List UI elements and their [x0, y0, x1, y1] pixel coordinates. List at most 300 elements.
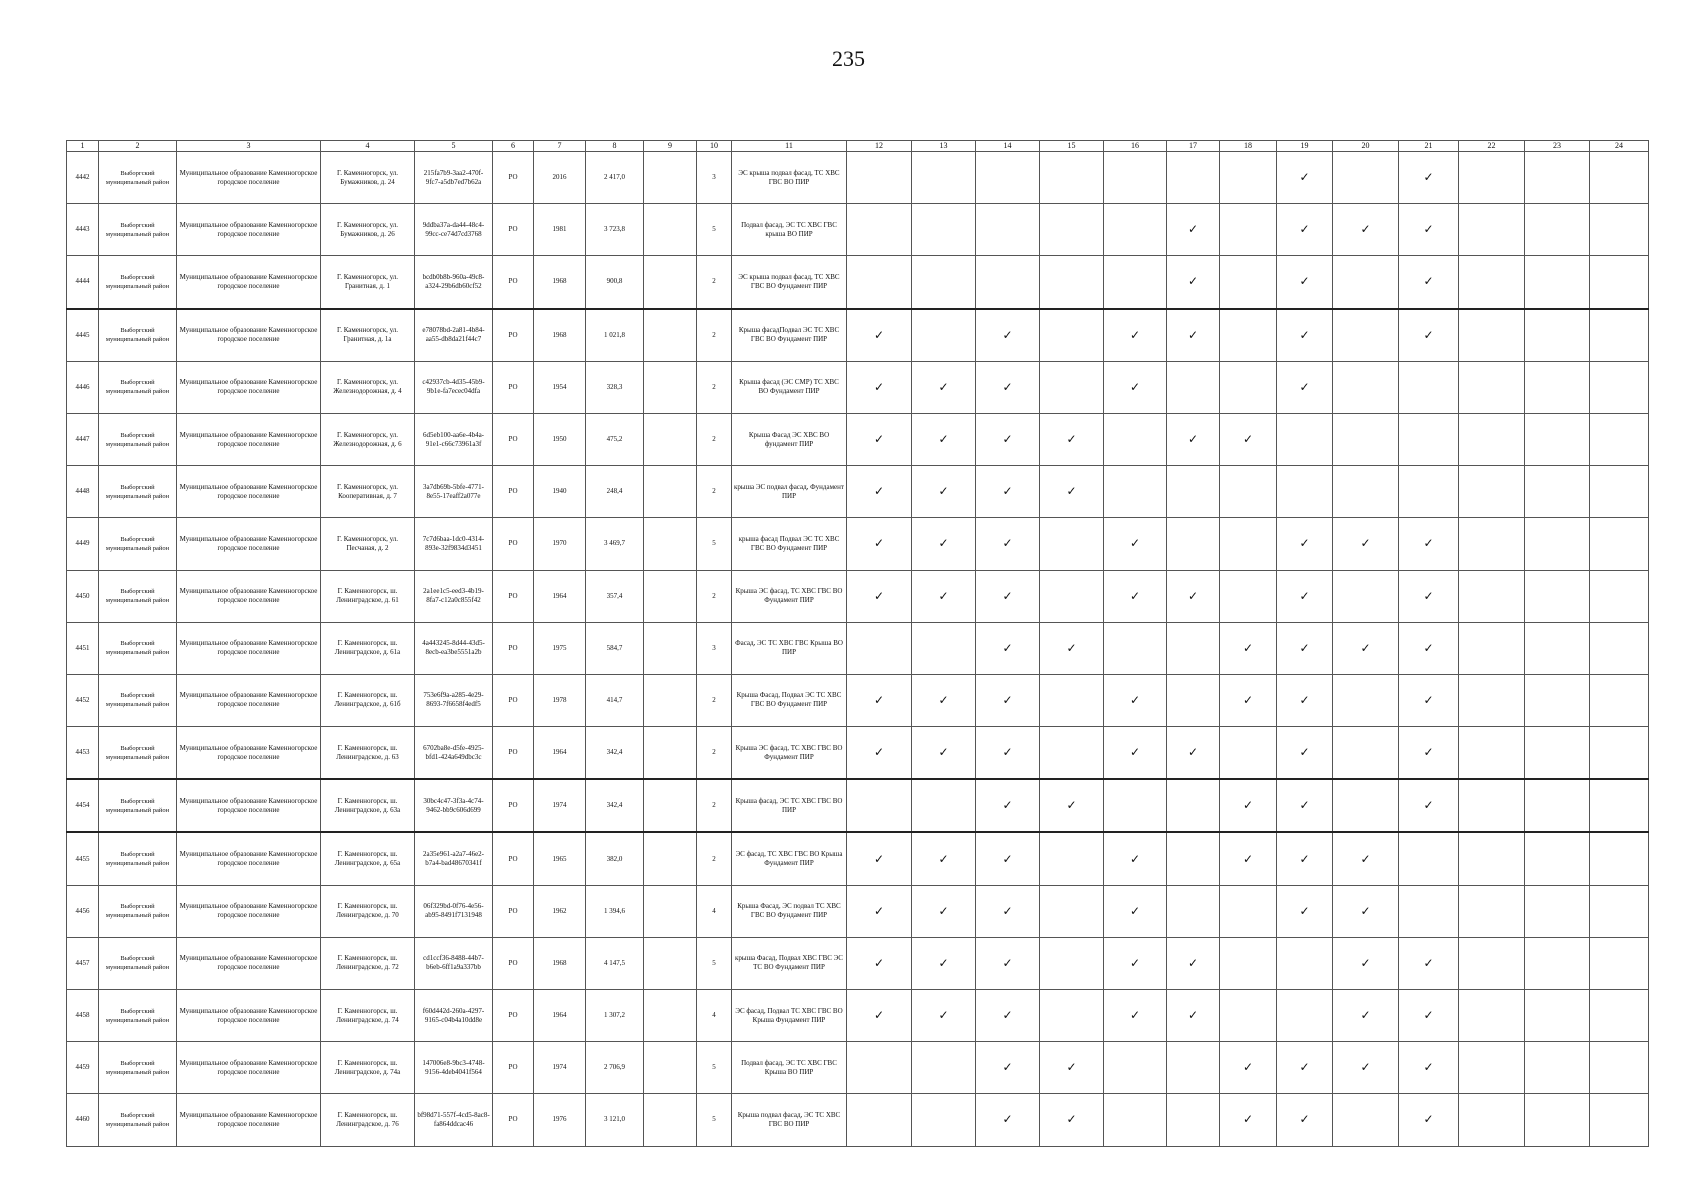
check-mark-icon: ✓: [1333, 204, 1399, 256]
cell-building-code: 2a1ee1c5-eed3-4b19-8fa7-c12a0c855f42: [415, 570, 493, 622]
cell-ownership-type: РО: [493, 1042, 534, 1094]
cell-col-16: [1104, 779, 1167, 832]
check-mark-icon: ✓: [976, 674, 1040, 726]
cell-col-23: [1525, 1042, 1590, 1094]
cell-ownership-type: РО: [493, 779, 534, 832]
cell-col-23: [1525, 727, 1590, 780]
check-mark-icon: ✓: [1399, 937, 1459, 989]
cell-ownership-type: РО: [493, 885, 534, 937]
cell-col-18: [1220, 309, 1277, 362]
check-mark-icon: ✓: [1399, 990, 1459, 1042]
cell-address: Г. Каменногорск, ул. Кооперативная, д. 7: [321, 466, 415, 518]
cell-floors: 2: [697, 674, 732, 726]
cell-ownership-type: РО: [493, 256, 534, 309]
cell-ownership-type: РО: [493, 152, 534, 204]
cell-col-24: [1590, 413, 1649, 465]
cell-col-15: [1040, 885, 1104, 937]
column-number-7: 7: [534, 141, 586, 152]
cell-district: Выборгский муниципальный район: [99, 832, 177, 885]
cell-ownership-type: РО: [493, 570, 534, 622]
cell-ownership-type: РО: [493, 727, 534, 780]
cell-empty-col-9: [644, 937, 697, 989]
cell-district: Выборгский муниципальный район: [99, 309, 177, 362]
cell-municipality: Муниципальное образование Каменногорское городское поселение: [177, 1042, 321, 1094]
check-mark-icon: ✓: [1104, 832, 1167, 885]
cell-col-22: [1459, 1094, 1525, 1146]
cell-col-15: [1040, 204, 1104, 256]
check-mark-icon: ✓: [847, 361, 912, 413]
check-mark-icon: ✓: [912, 990, 976, 1042]
table-row: [67, 885, 1649, 937]
check-mark-icon: ✓: [912, 885, 976, 937]
column-number-22: 22: [1459, 141, 1525, 152]
cell-floors: 3: [697, 152, 732, 204]
cell-ownership-type: РО: [493, 937, 534, 989]
cell-col-22: [1459, 622, 1525, 674]
cell-floors: 4: [697, 990, 732, 1042]
cell-building-code: 2a35e961-a2a7-46e2-b7a4-bad48670341f: [415, 832, 493, 885]
cell-floors: 5: [697, 1094, 732, 1146]
cell-col-18: [1220, 727, 1277, 780]
cell-col-15: [1040, 937, 1104, 989]
check-mark-icon: ✓: [1167, 727, 1220, 780]
cell-col-15: [1040, 990, 1104, 1042]
check-mark-icon: ✓: [1220, 674, 1277, 726]
cell-col-22: [1459, 779, 1525, 832]
check-mark-icon: ✓: [976, 518, 1040, 570]
cell-building-code: 6702ba8e-d5fe-4925-bfd1-424a649dbc3c: [415, 727, 493, 780]
cell-build-year: 1964: [534, 990, 586, 1042]
cell-col-15: [1040, 256, 1104, 309]
cell-address: Г. Каменногорск, ш. Ленинградское, д. 72: [321, 937, 415, 989]
cell-address: Г. Каменногорск, ул. Гранитная, д. 1: [321, 256, 415, 309]
cell-col-17: [1167, 518, 1220, 570]
check-mark-icon: ✓: [976, 570, 1040, 622]
cell-col-20: [1333, 309, 1399, 362]
table-row: [67, 727, 1649, 780]
cell-works-list: Крыша Фасад, Подвал ЭС ТС ХВС ГВС ВО Фундамент ПИР: [732, 674, 847, 726]
cell-building-code: 4a443245-8d44-43d5-8ecb-ea3be5551a2b: [415, 622, 493, 674]
cell-col-21: [1399, 885, 1459, 937]
check-mark-icon: ✓: [1277, 885, 1333, 937]
cell-col-23: [1525, 832, 1590, 885]
cell-col-15: [1040, 727, 1104, 780]
check-mark-icon: ✓: [1399, 204, 1459, 256]
cell-municipality: Муниципальное образование Каменногорское городское поселение: [177, 674, 321, 726]
cell-col-12: [847, 1042, 912, 1094]
cell-build-year: 1976: [534, 1094, 586, 1146]
cell-municipality: Муниципальное образование Каменногорское городское поселение: [177, 990, 321, 1042]
cell-col-22: [1459, 832, 1525, 885]
cell-building-code: 753e6f9a-a285-4e29-8693-7f6658f4edf5: [415, 674, 493, 726]
cell-build-year: 1962: [534, 885, 586, 937]
cell-empty-col-9: [644, 204, 697, 256]
cell-col-24: [1590, 937, 1649, 989]
cell-row-number: 4459: [67, 1042, 99, 1094]
cell-area: 414,7: [586, 674, 644, 726]
cell-col-22: [1459, 518, 1525, 570]
cell-area: 1 021,8: [586, 309, 644, 362]
check-mark-icon: ✓: [976, 309, 1040, 362]
check-mark-icon: ✓: [847, 309, 912, 362]
cell-floors: 2: [697, 779, 732, 832]
cell-col-12: [847, 204, 912, 256]
check-mark-icon: ✓: [1220, 832, 1277, 885]
check-mark-icon: ✓: [1277, 152, 1333, 204]
cell-build-year: 2016: [534, 152, 586, 204]
cell-area: 342,4: [586, 727, 644, 780]
cell-municipality: Муниципальное образование Каменногорское городское поселение: [177, 832, 321, 885]
cell-col-22: [1459, 256, 1525, 309]
check-mark-icon: ✓: [1220, 1094, 1277, 1146]
cell-district: Выборгский муниципальный район: [99, 152, 177, 204]
check-mark-icon: ✓: [1399, 674, 1459, 726]
check-mark-icon: ✓: [976, 937, 1040, 989]
cell-works-list: Крыша Фасад, ЭС подвал ТС ХВС ГВС ВО Фундамент ПИР: [732, 885, 847, 937]
check-mark-icon: ✓: [1220, 413, 1277, 465]
cell-empty-col-9: [644, 309, 697, 362]
cell-col-24: [1590, 727, 1649, 780]
cell-area: 342,4: [586, 779, 644, 832]
cell-area: 3 723,8: [586, 204, 644, 256]
cell-col-23: [1525, 622, 1590, 674]
cell-col-22: [1459, 674, 1525, 726]
cell-address: Г. Каменногорск, ул. Бумажников, д. 26: [321, 204, 415, 256]
table-row: [67, 832, 1649, 885]
cell-municipality: Муниципальное образование Каменногорское городское поселение: [177, 256, 321, 309]
cell-col-17: [1167, 466, 1220, 518]
cell-col-16: [1104, 466, 1167, 518]
cell-building-code: e78078bd-2a81-4b84-aa55-db8da21f44c7: [415, 309, 493, 362]
cell-col-12: [847, 779, 912, 832]
cell-address: Г. Каменногорск, ш. Ленинградское, д. 65а: [321, 832, 415, 885]
column-number-10: 10: [697, 141, 732, 152]
cell-col-23: [1525, 518, 1590, 570]
cell-col-20: [1333, 570, 1399, 622]
cell-empty-col-9: [644, 990, 697, 1042]
cell-col-24: [1590, 1094, 1649, 1146]
check-mark-icon: ✓: [1277, 622, 1333, 674]
cell-col-22: [1459, 413, 1525, 465]
check-mark-icon: ✓: [1277, 256, 1333, 309]
cell-address: Г. Каменногорск, ул. Песчаная, д. 2: [321, 518, 415, 570]
cell-col-12: [847, 622, 912, 674]
check-mark-icon: ✓: [976, 361, 1040, 413]
cell-address: Г. Каменногорск, ш. Ленинградское, д. 61б: [321, 674, 415, 726]
cell-col-20: [1333, 674, 1399, 726]
column-number-1: 1: [67, 141, 99, 152]
cell-col-15: [1040, 832, 1104, 885]
cell-address: Г. Каменногорск, ш. Ленинградское, д. 76: [321, 1094, 415, 1146]
cell-ownership-type: РО: [493, 309, 534, 362]
cell-col-22: [1459, 990, 1525, 1042]
check-mark-icon: ✓: [1104, 727, 1167, 780]
cell-col-21: [1399, 832, 1459, 885]
column-number-row: [67, 141, 1649, 152]
check-mark-icon: ✓: [1399, 1094, 1459, 1146]
check-mark-icon: ✓: [1399, 727, 1459, 780]
cell-row-number: 4454: [67, 779, 99, 832]
cell-col-16: [1104, 152, 1167, 204]
cell-col-14: [976, 204, 1040, 256]
cell-empty-col-9: [644, 570, 697, 622]
check-mark-icon: ✓: [912, 937, 976, 989]
table-row: [67, 622, 1649, 674]
cell-col-16: [1104, 256, 1167, 309]
column-number-17: 17: [1167, 141, 1220, 152]
cell-col-17: [1167, 1094, 1220, 1146]
check-mark-icon: ✓: [1040, 413, 1104, 465]
cell-municipality: Муниципальное образование Каменногорское городское поселение: [177, 518, 321, 570]
cell-col-18: [1220, 466, 1277, 518]
check-mark-icon: ✓: [1399, 152, 1459, 204]
check-mark-icon: ✓: [1040, 1094, 1104, 1146]
check-mark-icon: ✓: [976, 832, 1040, 885]
check-mark-icon: ✓: [1220, 779, 1277, 832]
cell-col-22: [1459, 309, 1525, 362]
cell-col-22: [1459, 152, 1525, 204]
check-mark-icon: ✓: [1167, 937, 1220, 989]
cell-address: Г. Каменногорск, ш. Ленинградское, д. 63: [321, 727, 415, 780]
cell-building-code: 06f329bd-0f76-4e56-ab95-8491f7131948: [415, 885, 493, 937]
check-mark-icon: ✓: [1104, 361, 1167, 413]
cell-col-18: [1220, 885, 1277, 937]
check-mark-icon: ✓: [1277, 518, 1333, 570]
cell-col-16: [1104, 622, 1167, 674]
check-mark-icon: ✓: [976, 727, 1040, 780]
cell-area: 357,4: [586, 570, 644, 622]
cell-row-number: 4451: [67, 622, 99, 674]
cell-district: Выборгский муниципальный район: [99, 779, 177, 832]
cell-building-code: f60d442d-260a-4297-9165-c04b4a10dd8e: [415, 990, 493, 1042]
cell-works-list: крыша Фасад, Подвал ХВС ГВС ЭС ТС ВО Фундамент ПИР: [732, 937, 847, 989]
cell-col-24: [1590, 309, 1649, 362]
cell-col-21: [1399, 413, 1459, 465]
cell-col-15: [1040, 361, 1104, 413]
check-mark-icon: ✓: [1277, 1042, 1333, 1094]
cell-col-16: [1104, 1042, 1167, 1094]
check-mark-icon: ✓: [1399, 309, 1459, 362]
column-number-21: 21: [1399, 141, 1459, 152]
cell-col-24: [1590, 1042, 1649, 1094]
check-mark-icon: ✓: [1167, 309, 1220, 362]
cell-col-24: [1590, 361, 1649, 413]
cell-area: 584,7: [586, 622, 644, 674]
cell-building-code: 6d5eb100-aa6e-4b4a-91e1-c66c73961a3f: [415, 413, 493, 465]
cell-works-list: Фасад, ЭС ТС ХВС ГВС Крыша ВО ПИР: [732, 622, 847, 674]
column-number-13: 13: [912, 141, 976, 152]
cell-works-list: Крыша фасад (ЭС СМР) ТС ХВС ВО Фундамент ПИР: [732, 361, 847, 413]
cell-district: Выборгский муниципальный район: [99, 413, 177, 465]
cell-municipality: Муниципальное образование Каменногорское городское поселение: [177, 152, 321, 204]
cell-works-list: Крыша Фасад ЭС ХВС ВО фундамент ПИР: [732, 413, 847, 465]
cell-col-17: [1167, 674, 1220, 726]
cell-address: Г. Каменногорск, ш. Ленинградское, д. 61а: [321, 622, 415, 674]
cell-works-list: Крыша фасадПодвал ЭС ТС ХВС ГВС ВО Фундамент ПИР: [732, 309, 847, 362]
capital-repair-table: [66, 140, 1649, 1147]
column-number-5: 5: [415, 141, 493, 152]
check-mark-icon: ✓: [1277, 1094, 1333, 1146]
column-number-20: 20: [1333, 141, 1399, 152]
cell-area: 4 147,5: [586, 937, 644, 989]
check-mark-icon: ✓: [1277, 204, 1333, 256]
cell-col-13: [912, 309, 976, 362]
cell-col-22: [1459, 466, 1525, 518]
cell-col-16: [1104, 413, 1167, 465]
table-body: [67, 152, 1649, 1147]
cell-works-list: ЭС крыша подвал фасад, ТС ХВС ГВС ВО Фундамент ПИР: [732, 256, 847, 309]
check-mark-icon: ✓: [847, 832, 912, 885]
cell-area: 382,0: [586, 832, 644, 885]
cell-floors: 5: [697, 204, 732, 256]
page-number: 235: [832, 46, 865, 71]
cell-col-23: [1525, 152, 1590, 204]
check-mark-icon: ✓: [1333, 937, 1399, 989]
cell-district: Выборгский муниципальный район: [99, 727, 177, 780]
check-mark-icon: ✓: [1104, 570, 1167, 622]
cell-build-year: 1970: [534, 518, 586, 570]
cell-col-15: [1040, 152, 1104, 204]
cell-row-number: 4443: [67, 204, 99, 256]
cell-col-18: [1220, 256, 1277, 309]
cell-municipality: Муниципальное образование Каменногорское городское поселение: [177, 622, 321, 674]
cell-col-13: [912, 204, 976, 256]
check-mark-icon: ✓: [1277, 727, 1333, 780]
cell-municipality: Муниципальное образование Каменногорское городское поселение: [177, 937, 321, 989]
check-mark-icon: ✓: [1104, 518, 1167, 570]
check-mark-icon: ✓: [976, 466, 1040, 518]
cell-ownership-type: РО: [493, 413, 534, 465]
cell-build-year: 1965: [534, 832, 586, 885]
cell-district: Выборгский муниципальный район: [99, 1042, 177, 1094]
cell-col-18: [1220, 204, 1277, 256]
column-number-24: 24: [1590, 141, 1649, 152]
check-mark-icon: ✓: [912, 570, 976, 622]
column-number-12: 12: [847, 141, 912, 152]
cell-empty-col-9: [644, 256, 697, 309]
check-mark-icon: ✓: [1104, 937, 1167, 989]
cell-col-17: [1167, 1042, 1220, 1094]
cell-col-12: [847, 1094, 912, 1146]
column-number-16: 16: [1104, 141, 1167, 152]
cell-district: Выборгский муниципальный район: [99, 937, 177, 989]
column-number-3: 3: [177, 141, 321, 152]
cell-build-year: 1954: [534, 361, 586, 413]
cell-col-23: [1525, 937, 1590, 989]
check-mark-icon: ✓: [976, 779, 1040, 832]
check-mark-icon: ✓: [912, 832, 976, 885]
check-mark-icon: ✓: [1399, 622, 1459, 674]
cell-col-23: [1525, 204, 1590, 256]
check-mark-icon: ✓: [847, 466, 912, 518]
table-row: [67, 361, 1649, 413]
cell-col-16: [1104, 1094, 1167, 1146]
cell-municipality: Муниципальное образование Каменногорское городское поселение: [177, 570, 321, 622]
check-mark-icon: ✓: [1040, 622, 1104, 674]
cell-col-14: [976, 152, 1040, 204]
check-mark-icon: ✓: [1167, 990, 1220, 1042]
cell-floors: 3: [697, 622, 732, 674]
cell-address: Г. Каменногорск, ш. Ленинградское, д. 70: [321, 885, 415, 937]
cell-floors: 2: [697, 727, 732, 780]
check-mark-icon: ✓: [1104, 309, 1167, 362]
table-row: [67, 674, 1649, 726]
cell-row-number: 4442: [67, 152, 99, 204]
cell-works-list: Крыша ЭС фасад, ТС ХВС ГВС ВО Фундамент ПИР: [732, 727, 847, 780]
cell-col-20: [1333, 779, 1399, 832]
check-mark-icon: ✓: [976, 622, 1040, 674]
cell-col-15: [1040, 570, 1104, 622]
check-mark-icon: ✓: [976, 990, 1040, 1042]
cell-col-17: [1167, 152, 1220, 204]
cell-col-22: [1459, 361, 1525, 413]
cell-district: Выборгский муниципальный район: [99, 518, 177, 570]
cell-col-15: [1040, 518, 1104, 570]
cell-col-13: [912, 1094, 976, 1146]
cell-empty-col-9: [644, 413, 697, 465]
cell-col-21: [1399, 361, 1459, 413]
cell-ownership-type: РО: [493, 204, 534, 256]
check-mark-icon: ✓: [1167, 413, 1220, 465]
cell-municipality: Муниципальное образование Каменногорское городское поселение: [177, 309, 321, 362]
cell-row-number: 4452: [67, 674, 99, 726]
check-mark-icon: ✓: [1040, 1042, 1104, 1094]
check-mark-icon: ✓: [1333, 990, 1399, 1042]
cell-floors: 2: [697, 256, 732, 309]
cell-col-17: [1167, 361, 1220, 413]
table-row: [67, 937, 1649, 989]
cell-municipality: Муниципальное образование Каменногорское городское поселение: [177, 204, 321, 256]
cell-works-list: ЭС фасад, Подвал ТС ХВС ГВС ВО Крыша Фундамент ПИР: [732, 990, 847, 1042]
check-mark-icon: ✓: [1399, 570, 1459, 622]
cell-col-20: [1333, 466, 1399, 518]
cell-col-18: [1220, 361, 1277, 413]
cell-floors: 5: [697, 1042, 732, 1094]
cell-build-year: 1975: [534, 622, 586, 674]
cell-col-24: [1590, 990, 1649, 1042]
cell-col-13: [912, 152, 976, 204]
check-mark-icon: ✓: [1277, 570, 1333, 622]
cell-empty-col-9: [644, 674, 697, 726]
cell-row-number: 4447: [67, 413, 99, 465]
table-row: [67, 518, 1649, 570]
cell-row-number: 4445: [67, 309, 99, 362]
check-mark-icon: ✓: [1220, 622, 1277, 674]
table-row: [67, 990, 1649, 1042]
cell-col-23: [1525, 413, 1590, 465]
cell-ownership-type: РО: [493, 361, 534, 413]
cell-col-23: [1525, 1094, 1590, 1146]
check-mark-icon: ✓: [912, 518, 976, 570]
cell-build-year: 1940: [534, 466, 586, 518]
cell-municipality: Муниципальное образование Каменногорское городское поселение: [177, 779, 321, 832]
cell-col-24: [1590, 152, 1649, 204]
check-mark-icon: ✓: [976, 1094, 1040, 1146]
cell-empty-col-9: [644, 832, 697, 885]
cell-works-list: Крыша ЭС фасад, ТС ХВС ГВС ВО Фундамент ПИР: [732, 570, 847, 622]
cell-row-number: 4458: [67, 990, 99, 1042]
cell-address: Г. Каменногорск, ш. Ленинградское, д. 74: [321, 990, 415, 1042]
column-number-11: 11: [732, 141, 847, 152]
check-mark-icon: ✓: [976, 413, 1040, 465]
cell-row-number: 4444: [67, 256, 99, 309]
cell-address: Г. Каменногорск, ш. Ленинградское, д. 63а: [321, 779, 415, 832]
cell-floors: 2: [697, 570, 732, 622]
cell-col-16: [1104, 204, 1167, 256]
table-row: [67, 570, 1649, 622]
cell-col-24: [1590, 518, 1649, 570]
cell-ownership-type: РО: [493, 518, 534, 570]
